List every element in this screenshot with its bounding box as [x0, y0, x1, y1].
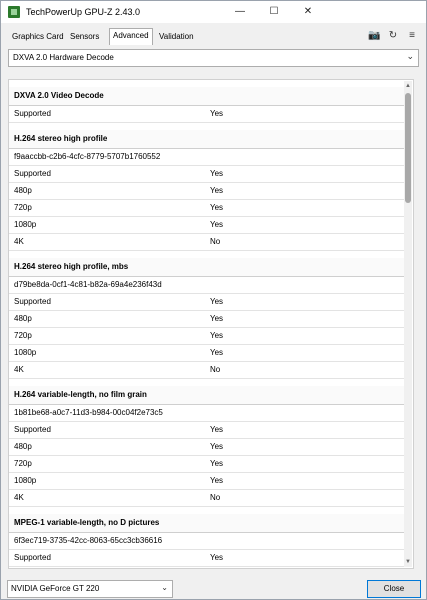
detail-row	[9, 183, 405, 200]
detail-label: Supported	[14, 553, 51, 562]
tab-bar	[1, 27, 426, 47]
window-title: TechPowerUp GPU-Z 2.43.0	[26, 7, 141, 17]
detail-value: No	[210, 493, 221, 502]
detail-value	[210, 567, 223, 569]
detail-label: Supported	[14, 109, 51, 118]
detail-label: 1b81be68-a0c7-11d3-b984-00c04f2e73c5	[14, 408, 163, 417]
detail-row	[9, 234, 405, 251]
detail-value: Yes	[210, 459, 224, 468]
section-header	[9, 87, 405, 106]
detail-row	[9, 311, 405, 328]
detail-row	[9, 277, 405, 294]
detail-label: 6f3ec719-3735-42cc-8063-65cc3cb36616	[14, 536, 163, 545]
details-list	[9, 80, 405, 569]
detail-value: No	[210, 365, 221, 374]
detail-value: Yes	[210, 203, 224, 212]
detail-value: Yes	[210, 476, 224, 485]
detail-label: 4K	[14, 493, 24, 502]
section-title: H.264 variable-length, no film grain	[14, 390, 147, 399]
section-header	[9, 386, 405, 405]
detail-label: Supported	[14, 169, 51, 178]
detail-row	[9, 106, 405, 123]
gpu-select[interactable]	[7, 580, 173, 598]
detail-value: Yes	[210, 314, 224, 323]
scroll-up-arrow-icon[interactable]: ▲	[405, 83, 411, 89]
detail-label: 480p	[14, 442, 32, 451]
detail-label: Supported	[14, 425, 51, 434]
detail-label: f9aaccbb-c2b6-4cfc-8779-5707b1760552	[14, 152, 161, 161]
detail-value: No	[210, 237, 221, 246]
detail-value: Yes	[210, 425, 224, 434]
detail-value: Yes	[210, 109, 224, 118]
section-title: MPEG-1 variable-length, no D pictures	[14, 518, 160, 527]
section-spacer	[9, 251, 405, 258]
detail-row	[9, 567, 405, 569]
tab-graphics-card[interactable]: Graphics Card	[12, 32, 64, 41]
detail-row	[9, 550, 405, 567]
section-spacer	[9, 80, 405, 87]
detail-row	[9, 533, 405, 550]
detail-row	[9, 473, 405, 490]
detail-row	[9, 405, 405, 422]
detail-row	[9, 439, 405, 456]
detail-label: 1080p	[14, 476, 37, 485]
detail-row	[9, 345, 405, 362]
detail-row	[9, 490, 405, 507]
detail-label: 4K	[14, 365, 24, 374]
detail-label: 480p	[14, 186, 32, 195]
camera-icon[interactable]: 📷	[368, 30, 381, 41]
chevron-down-icon: ⌄	[406, 51, 414, 61]
section-title: DXVA 2.0 Video Decode	[14, 91, 104, 100]
detail-row	[9, 217, 405, 234]
detail-row	[9, 456, 405, 473]
tab-sensors[interactable]: Sensors	[70, 32, 100, 41]
section-spacer	[9, 123, 405, 130]
gpuz-app-icon	[8, 6, 20, 18]
title-bar[interactable]	[1, 1, 426, 23]
section-title: H.264 stereo high profile	[14, 134, 108, 143]
detail-value: Yes	[210, 442, 224, 451]
detail-value: Yes	[210, 297, 224, 306]
detail-value: Yes	[210, 348, 224, 357]
minimize-button[interactable]: —	[235, 6, 245, 17]
scroll-thumb[interactable]	[405, 93, 411, 203]
detail-label: 720p	[14, 203, 32, 212]
section-title: H.264 stereo high profile, mbs	[14, 262, 129, 271]
gpu-select-value: NVIDIA GeForce GT 220	[11, 584, 100, 593]
detail-value: Yes	[210, 169, 224, 178]
detail-row	[9, 362, 405, 379]
detail-value: Yes	[210, 553, 224, 562]
chevron-down-icon: ⌄	[161, 583, 168, 592]
section-spacer	[9, 379, 405, 386]
section-spacer	[9, 507, 405, 514]
detail-row	[9, 200, 405, 217]
detail-label	[14, 567, 32, 569]
detail-label: 1080p	[14, 348, 37, 357]
category-select[interactable]	[8, 49, 419, 67]
detail-row	[9, 328, 405, 345]
section-header	[9, 514, 405, 533]
detail-label: 720p	[14, 331, 32, 340]
detail-label: d79be8da-0cf1-4c81-b82a-69a4e236f43d	[14, 280, 162, 289]
detail-value: Yes	[210, 220, 224, 229]
detail-row	[9, 294, 405, 311]
detail-row	[9, 422, 405, 439]
detail-row	[9, 149, 405, 166]
close-window-button[interactable]: ✕	[303, 6, 313, 17]
category-select-value: DXVA 2.0 Hardware Decode	[13, 53, 114, 62]
close-button[interactable]: Close	[367, 580, 421, 598]
detail-label: 720p	[14, 459, 32, 468]
menu-icon[interactable]: ≡	[409, 30, 415, 41]
detail-label: 4K	[14, 237, 24, 246]
tab-validation[interactable]: Validation	[159, 32, 194, 41]
tab-advanced[interactable]: Advanced	[109, 28, 153, 45]
detail-label: 1080p	[14, 220, 37, 229]
detail-label: Supported	[14, 297, 51, 306]
vertical-scrollbar[interactable]	[404, 81, 412, 567]
advanced-details-panel[interactable]	[8, 79, 414, 569]
detail-value: Yes	[210, 186, 224, 195]
maximize-button[interactable]: ☐	[269, 6, 279, 17]
detail-value: Yes	[210, 331, 224, 340]
detail-row	[9, 166, 405, 183]
section-header	[9, 258, 405, 277]
refresh-icon[interactable]: ↻	[388, 30, 398, 41]
section-header	[9, 130, 405, 149]
detail-label: 480p	[14, 314, 32, 323]
scroll-down-arrow-icon[interactable]: ▼	[405, 559, 411, 565]
